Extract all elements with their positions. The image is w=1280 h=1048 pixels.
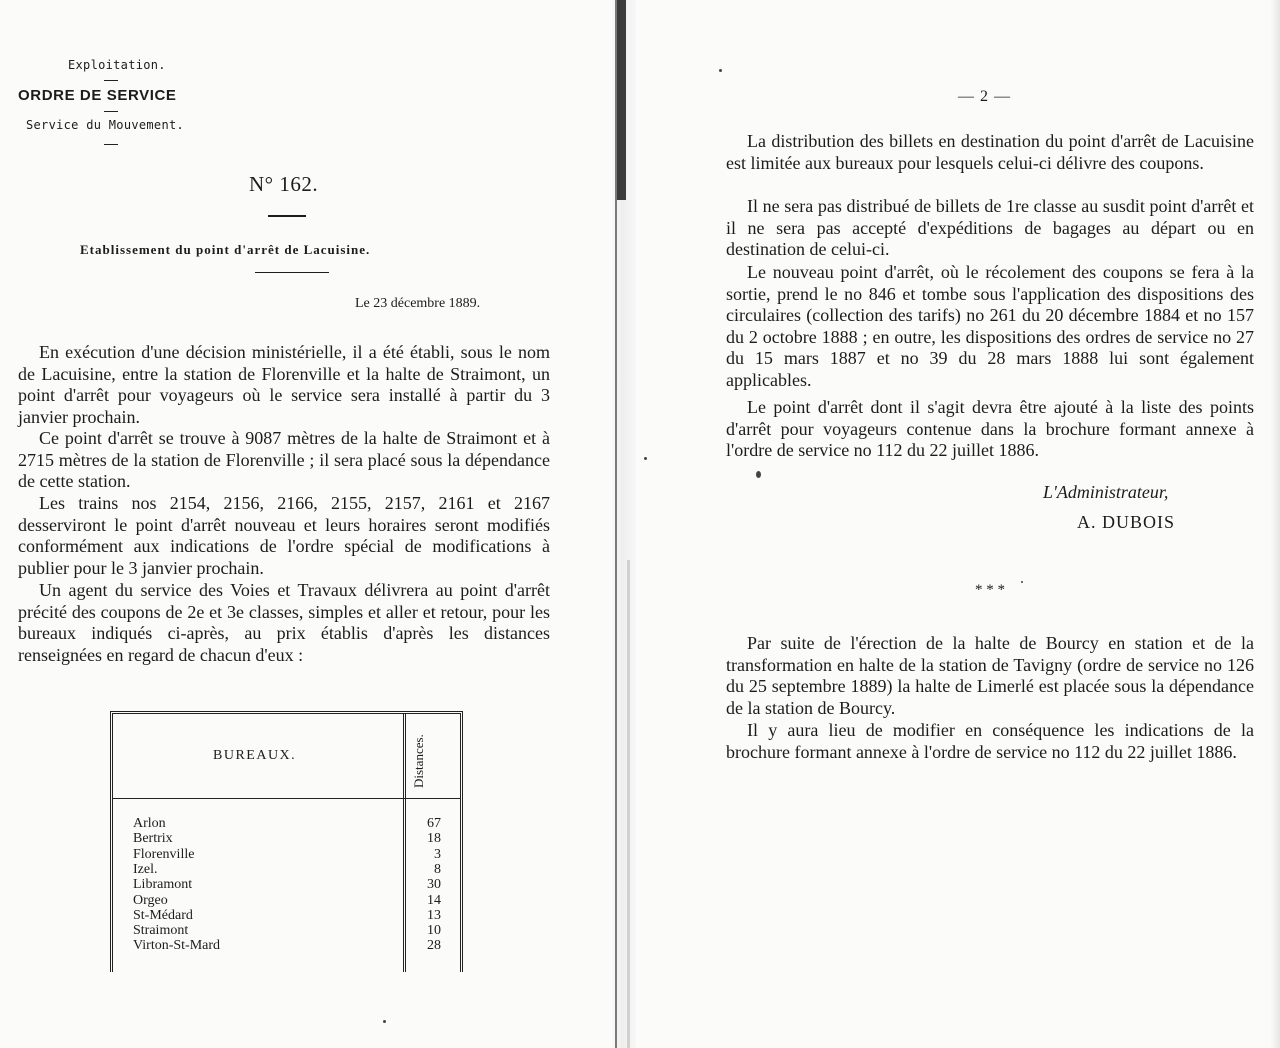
table-row [133,816,443,831]
paragraph: Il ne sera pas distribué de billets de 1re classe au susdit point d'arrêt et il ne sera pas accepté d'expéditions de bagages au départ ou en destination de celui-ci. [726,196,1254,259]
paragraph: Le nouveau point d'arrêt, où le récolement des coupons se fera à la sortie, prend le no 846 et tombe sous l'application des dispositions des circulaires (collection des tarifs) no 261 du 20 décembre 1884 et no 157 du 2 octobre 1888 ; en outre, les dispositions des ordres de service no 27 du 15 mars 1887 et no 39 du 28 mars 1888 lui sont également applicables. [726,262,1254,390]
bureau-distance: 13 [427,907,441,923]
paragraph: Les trains nos 2154, 2156, 2166, 2155, 2157, 2161 et 2167 desserviront le point d'arrêt nouveau et leurs horaires seront modifiés conformément aux indications de l'ordre spécial de modifications à publier pour le 3 janvier prochain. [18,493,550,578]
bureau-distance: 10 [427,923,441,939]
bureau-distance: 30 [427,877,441,893]
table-row [133,893,443,908]
paragraph: Ce point d'arrêt se trouve à 9087 mètres de la halte de Straimont et à 2715 mètres de la station de Florenville ; il sera placé sous la dépendance de cette station. [18,428,550,491]
table-row [133,923,443,938]
bureau-name: Bertrix [133,831,173,847]
header-order-type: ORDRE DE SERVICE [18,87,177,104]
paragraph: Un agent du service des Voies et Travaux délivrera au point d'arrêt précité des coupons de 2e et 3e classes, simples et aller et retour, pour les bureaux indiqués ci-après, au prix établis d'après les distances renseignées en regard de chacun d'eux : [18,580,550,665]
signature-name: A. DUBOIS [1077,512,1176,532]
table-row [133,877,443,892]
header-service: Service du Mouvement. [26,118,185,132]
bureau-distance: 14 [427,892,441,908]
bureau-distance: 18 [427,831,441,847]
addendum-paragraph: Par suite de l'érection de la halte de Bourcy en station et de la transformation en halte de la station de Tavigny (ordre de service no 126 du 25 septembre 1889) la halte de Limerlé est placée sous la dépendance de la station de Bourcy. [726,633,1254,718]
page-number: — 2 — [958,88,1011,105]
bureau-distance: 3 [434,846,441,862]
print-speck [644,457,647,460]
table-header-distances: Distances. [411,734,426,788]
table-row [133,831,443,846]
print-speck [1021,581,1023,583]
section-separator [970,582,1010,598]
bureau-name: Florenville [133,846,195,862]
table-row [133,847,443,862]
paragraph: En exécution d'une décision ministérielle, il a été établi, sous le nom de Lacuisine, entre la station de Florenville et la halte de Straimont, un point d'arrêt pour voyageurs où le service sera installé à partir du 3 janvier prochain. [18,342,550,427]
bureau-name: Libramont [133,877,193,893]
bureau-distance: 8 [434,861,441,877]
addendum-paragraph: Il y aura lieu de modifier en conséquence les indications de la brochure formant annexe à l'ordre de service no 112 du 22 juillet 1886. [726,720,1254,762]
order-title: Etablissement du point d'arrêt de Lacuisine. [80,242,371,257]
order-number: N° 162. [249,172,319,196]
table-row [133,938,443,953]
bureau-distance: 67 [427,816,441,831]
bureau-name: Arlon [133,816,166,831]
header-department: Exploitation. [68,58,166,72]
bureau-distance: 28 [427,938,441,954]
print-speck [756,471,761,478]
print-speck [719,69,722,72]
bureau-name: Straimont [133,923,189,939]
number-rule [268,215,306,217]
print-speck [383,1020,386,1023]
distances-table [110,711,463,972]
gutter-dark-edge [617,0,626,200]
order-date: Le 23 décembre 1889. [355,296,481,311]
bureau-name: St-Médard [133,907,193,923]
table-header-bureaux: BUREAUX. [213,748,297,763]
left-page [0,0,612,1048]
title-rule [255,272,329,273]
page-edge [1270,0,1280,1048]
gutter-light-edge [627,560,630,1048]
table-row [133,862,443,877]
header-dash [104,111,118,112]
paragraph: Le point d'arrêt dont il s'agit devra être ajouté à la liste des points d'arrêt pour voyageurs contenue dans la brochure formant annexe à l'ordre de service no 112 du 22 juillet 1886. [726,397,1254,460]
table-header-separator [113,798,460,799]
header-dash [104,80,118,81]
bureau-name: Izel. [133,861,158,877]
bureau-name: Virton-St-Mard [133,938,221,954]
separator-text: * * * [975,582,1005,598]
bureau-name: Orgeo [133,892,168,908]
signature-title: L'Administrateur, [1043,482,1169,502]
header-dash [104,144,118,145]
table-row [133,908,443,923]
paragraph: La distribution des billets en destination du point d'arrêt de Lacuisine est limitée aux bureaux pour lesquels celui-ci délivre des coupons. [726,131,1254,173]
